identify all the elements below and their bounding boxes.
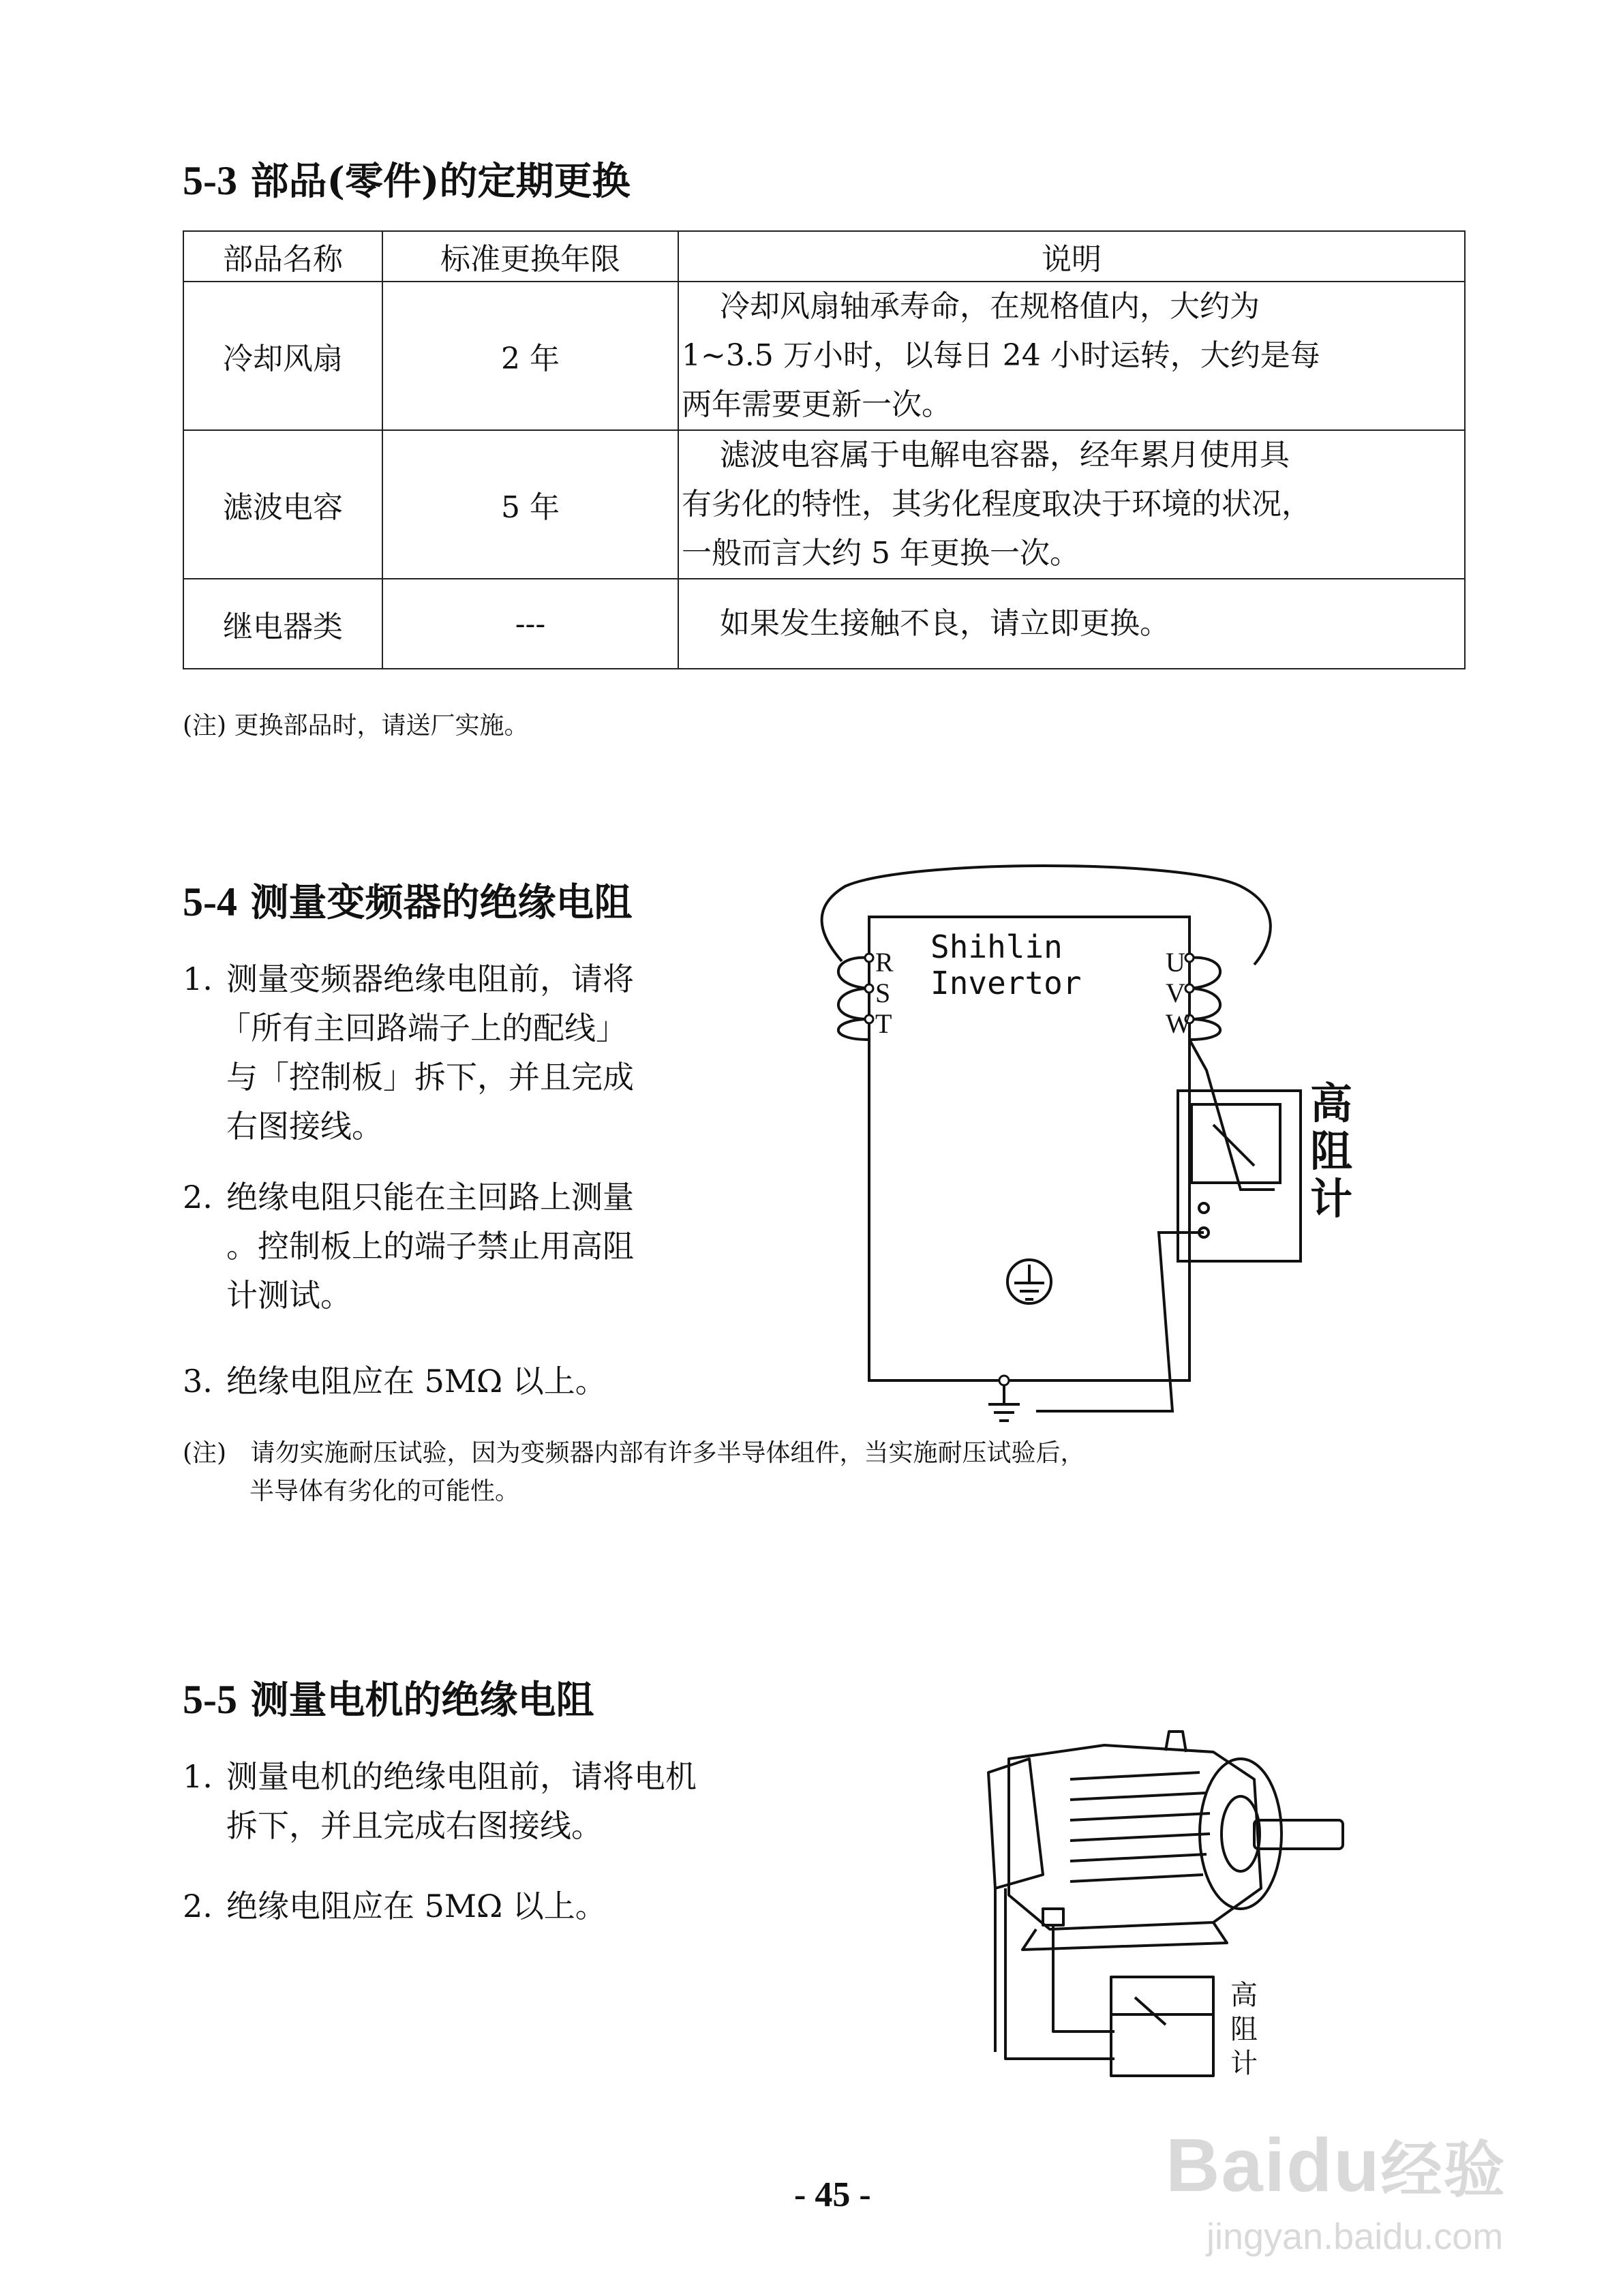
- meter-box: [1178, 1091, 1301, 1261]
- meter-box: [1111, 1977, 1213, 2076]
- list-item: [183, 1752, 697, 1850]
- ground-lead: [1005, 2052, 1114, 2059]
- parts-replacement-table: [183, 230, 1466, 669]
- meter-label: 计: [1230, 2048, 1258, 2079]
- list-item: [183, 1357, 607, 1406]
- item-line: 「所有主回路端子上的配线」: [219, 1010, 627, 1046]
- terminal-label: U: [1166, 947, 1185, 978]
- column-header: 标准更换年限: [382, 231, 678, 282]
- item-text: 绝缘电阻应在 5MΩ 以上。: [226, 1363, 607, 1400]
- note-line: 半导体有劣化的可能性。: [249, 1477, 520, 1505]
- note-label: (注): [183, 1439, 227, 1467]
- watermark-url: jingyan.baidu.com: [1207, 2216, 1504, 2257]
- section-5-4-heading: [183, 873, 632, 927]
- motor-insulation-diagram: [968, 1704, 1391, 2086]
- inverter-brand: Shihlin: [930, 928, 1063, 965]
- item-line: 测量变频器绝缘电阻前，请将: [226, 961, 634, 997]
- part-description: [678, 430, 1465, 579]
- terminal-t: [865, 1015, 873, 1023]
- section-title: 部品(零件)的定期更换: [250, 159, 631, 204]
- replace-years: 2 年: [382, 282, 678, 430]
- item-text: [226, 1752, 697, 1850]
- item-line: 与「控制板」拆下，并且完成: [226, 1059, 634, 1096]
- terminal-label: S: [875, 978, 891, 1008]
- section-number: 5-4: [183, 879, 237, 924]
- item-number: 1.: [183, 1758, 213, 1795]
- desc-line: 两年需要更新一次。: [682, 387, 952, 422]
- section-5-3-heading: [183, 151, 630, 206]
- item-number: 3.: [183, 1363, 213, 1400]
- watermark-brand: Baidu: [1166, 2124, 1381, 2207]
- terminal-label: R: [875, 947, 894, 978]
- desc-line: 有劣化的特性，其劣化程度取决于环境的状况，: [682, 487, 1311, 522]
- inverter-model: Invertor: [930, 965, 1082, 1001]
- item-line: 。控制板上的端子禁止用高阻: [226, 1228, 634, 1265]
- part-name: 滤波电容: [183, 430, 382, 579]
- meter-label: 计: [1310, 1174, 1353, 1224]
- meter-wire: [1189, 1040, 1275, 1190]
- terminal-v: [1185, 984, 1194, 993]
- motor-terminal: [1043, 1909, 1063, 1925]
- watermark-logo: [1166, 2120, 1506, 2209]
- item-number: 1.: [183, 961, 213, 997]
- input-shorting-coil: [838, 958, 869, 1040]
- desc-line: 1~3.5 万小时，以每日 24 小时运转，大约是每: [682, 338, 1320, 373]
- meter-label: 高: [1230, 1980, 1258, 2011]
- part-description: [678, 579, 1465, 669]
- meter-needle: [1135, 1997, 1166, 2025]
- table-note: (注) 更换部品时，请送厂实施。: [183, 712, 529, 740]
- part-name: 继电器类: [183, 579, 382, 669]
- meter-label: 阻: [1230, 2014, 1258, 2045]
- terminal-u: [1185, 954, 1194, 962]
- part-description: [678, 282, 1465, 430]
- section-title: 测量电机的绝缘电阻: [250, 1678, 594, 1723]
- meter-label: 阻: [1310, 1126, 1353, 1176]
- motor-end-cap: [988, 1759, 1043, 1888]
- motor-lead: [1053, 1925, 1114, 2031]
- item-number: 2.: [183, 1179, 213, 1215]
- page-number: - 45 -: [794, 2175, 871, 2214]
- motor-shaft: [1254, 1820, 1343, 1849]
- replace-years: ---: [382, 579, 678, 669]
- list-item: [183, 954, 634, 1151]
- terminal-r: [865, 954, 873, 962]
- replace-years: 5 年: [382, 430, 678, 579]
- item-text: 绝缘电阻应在 5MΩ 以上。: [226, 1888, 607, 1924]
- list-item: [183, 1882, 607, 1931]
- item-line: 绝缘电阻只能在主回路上测量: [226, 1179, 634, 1215]
- insulation-note: [183, 1434, 1085, 1511]
- column-header: 部品名称: [183, 231, 382, 282]
- section-number: 5-3: [183, 158, 237, 203]
- watermark-cn: 经验: [1380, 2134, 1506, 2206]
- item-number: 2.: [183, 1888, 213, 1924]
- ground-terminal: [999, 1376, 1009, 1385]
- item-line: 拆下，并且完成右图接线。: [226, 1807, 603, 1844]
- meter-needle: [1213, 1125, 1254, 1166]
- section-5-5-heading: [183, 1670, 594, 1725]
- column-header: 说明: [678, 231, 1465, 282]
- output-shorting-coil: [1189, 958, 1220, 1040]
- terminal-label: V: [1166, 978, 1185, 1008]
- section-number: 5-5: [183, 1677, 237, 1722]
- desc-line: 滤波电容属于电解电容器，经年累月使用具: [720, 438, 1290, 472]
- meter-label: 高: [1310, 1078, 1353, 1128]
- item-text: [226, 1173, 634, 1320]
- desc-line: 一般而言大约 5 年更换一次。: [682, 536, 1080, 571]
- motor-flange: [1200, 1759, 1281, 1909]
- inverter-insulation-diagram: [804, 845, 1363, 1432]
- list-item: [183, 1173, 634, 1320]
- terminal-label: W: [1166, 1008, 1192, 1039]
- desc-line: 如果发生接触不良，请立即更换。: [720, 606, 1170, 641]
- terminal-label: T: [875, 1008, 892, 1039]
- note-line: 请勿实施耐压试验，因为变频器内部有许多半导体组件，当实施耐压试验后，: [250, 1439, 1085, 1467]
- meter-terminal: [1199, 1203, 1209, 1213]
- table-row: [183, 282, 1465, 430]
- item-line: 右图接线。: [226, 1108, 383, 1145]
- desc-line: 冷却风扇轴承寿命，在规格值内，大约为: [720, 289, 1260, 324]
- table-row: [183, 579, 1465, 669]
- terminal-s: [865, 984, 873, 993]
- part-name: 冷却风扇: [183, 282, 382, 430]
- table-row: [183, 430, 1465, 579]
- section-title: 测量变频器的绝缘电阻: [250, 880, 633, 925]
- item-line: 测量电机的绝缘电阻前，请将电机: [226, 1758, 697, 1795]
- item-line: 计测试。: [226, 1277, 352, 1314]
- table-header-row: [183, 231, 1465, 282]
- item-text: [219, 954, 634, 1151]
